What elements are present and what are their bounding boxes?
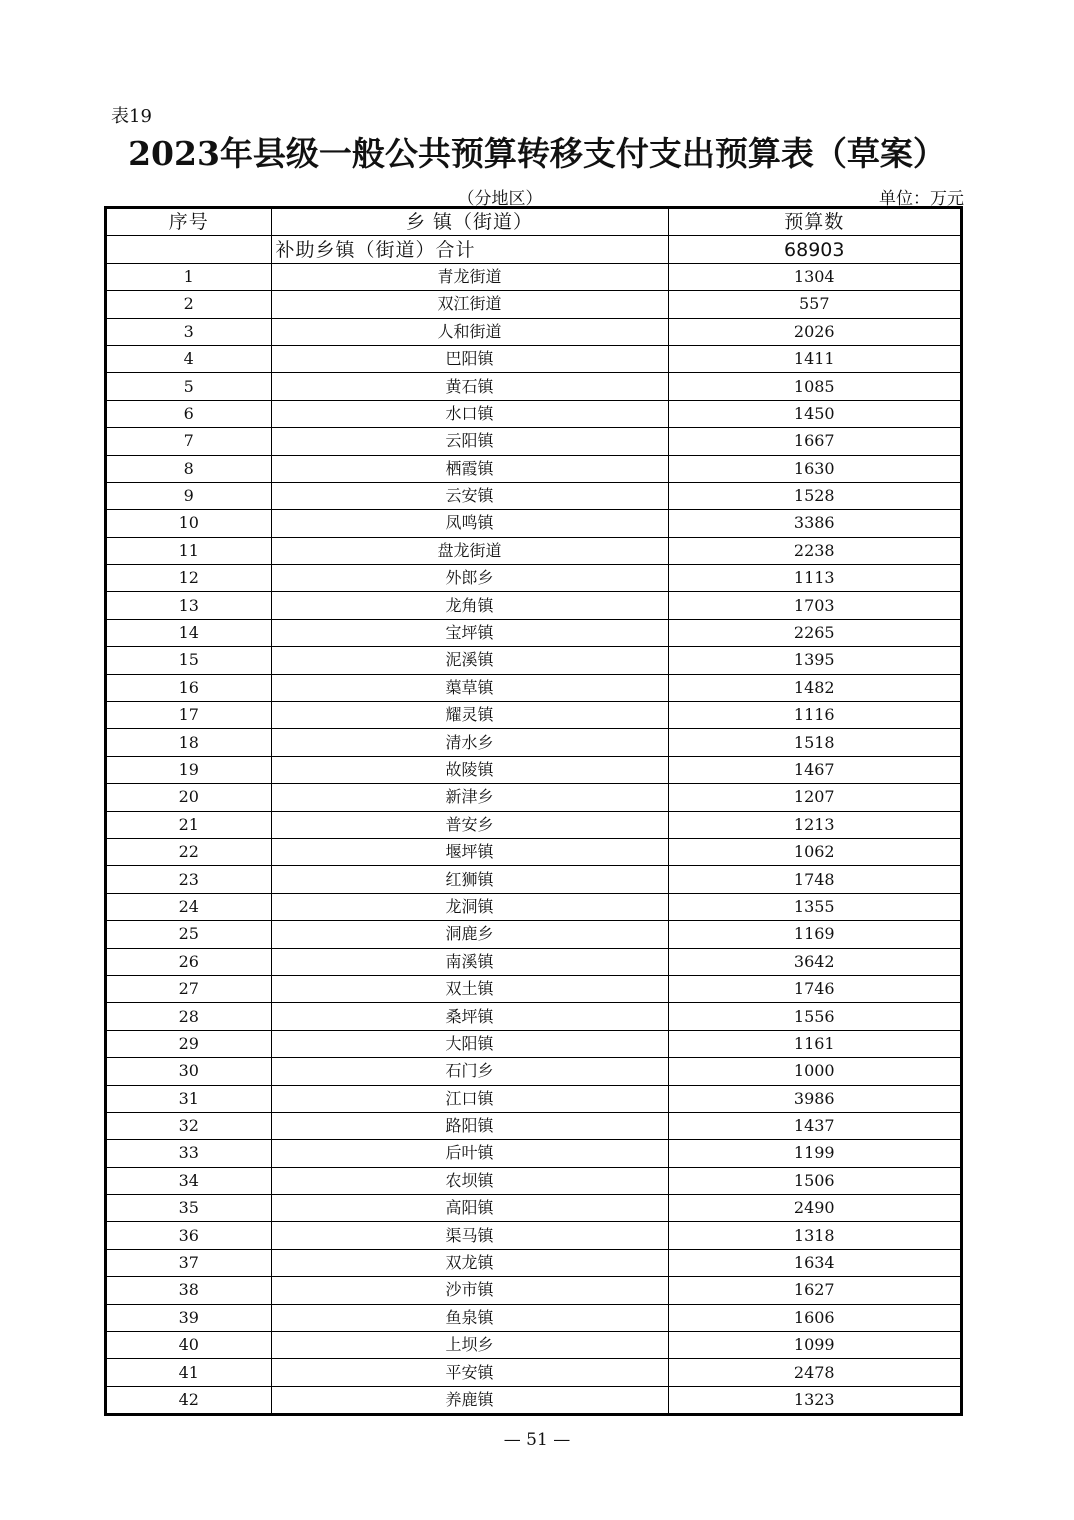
table-row — [107, 784, 960, 811]
row-index: 23 — [107, 866, 271, 893]
row-index: 9 — [107, 482, 271, 509]
table-row — [107, 318, 960, 345]
row-name: 沙市镇 — [271, 1277, 668, 1304]
row-index: 27 — [107, 975, 271, 1002]
row-index: 21 — [107, 811, 271, 838]
unit-label: 单位：万元 — [879, 189, 964, 209]
table-row — [107, 866, 960, 893]
row-amount: 1085 — [668, 373, 960, 400]
header-index: 序号 — [107, 209, 271, 236]
row-name: 水口镇 — [271, 400, 668, 427]
table-row — [107, 1277, 960, 1304]
table-row — [107, 756, 960, 783]
row-index: 33 — [107, 1140, 271, 1167]
table-row — [107, 428, 960, 455]
row-index: 4 — [107, 345, 271, 372]
row-name: 洞鹿乡 — [271, 921, 668, 948]
row-amount: 1748 — [668, 866, 960, 893]
table-row — [107, 893, 960, 920]
row-amount: 1411 — [668, 345, 960, 372]
row-amount: 1518 — [668, 729, 960, 756]
row-name: 后叶镇 — [271, 1140, 668, 1167]
row-amount: 1667 — [668, 428, 960, 455]
table-row — [107, 1140, 960, 1167]
table-body — [107, 209, 960, 1413]
budget-table — [104, 206, 963, 1416]
row-amount: 1099 — [668, 1332, 960, 1359]
row-name: 云安镇 — [271, 482, 668, 509]
row-name: 路阳镇 — [271, 1112, 668, 1139]
row-index: 3 — [107, 318, 271, 345]
row-amount: 1556 — [668, 1003, 960, 1030]
row-amount: 1000 — [668, 1058, 960, 1085]
table-row — [107, 291, 960, 318]
table-row — [107, 975, 960, 1002]
table-row — [107, 619, 960, 646]
row-name: 桑坪镇 — [271, 1003, 668, 1030]
table-row — [107, 811, 960, 838]
row-name: 南溪镇 — [271, 948, 668, 975]
table-row — [107, 1085, 960, 1112]
table-row — [107, 948, 960, 975]
table-row — [107, 455, 960, 482]
subtitle: （分地区） — [457, 189, 543, 209]
row-name: 新津乡 — [271, 784, 668, 811]
row-amount: 3986 — [668, 1085, 960, 1112]
row-index: 12 — [107, 565, 271, 592]
row-index: 37 — [107, 1249, 271, 1276]
row-index: 34 — [107, 1167, 271, 1194]
row-name: 故陵镇 — [271, 756, 668, 783]
row-index: 41 — [107, 1359, 271, 1386]
row-amount: 1113 — [668, 565, 960, 592]
table-row — [107, 1222, 960, 1249]
header-name: 乡 镇（街道） — [271, 209, 668, 236]
row-name: 龙角镇 — [271, 592, 668, 619]
row-amount: 1304 — [668, 263, 960, 290]
table-row — [107, 1003, 960, 1030]
row-amount: 1450 — [668, 400, 960, 427]
row-index: 18 — [107, 729, 271, 756]
row-amount: 1062 — [668, 838, 960, 865]
row-index: 17 — [107, 702, 271, 729]
table-row — [107, 1112, 960, 1139]
row-amount: 2490 — [668, 1195, 960, 1222]
row-amount: 1318 — [668, 1222, 960, 1249]
row-index: 22 — [107, 838, 271, 865]
table-row — [107, 537, 960, 564]
row-index: 15 — [107, 647, 271, 674]
table-row — [107, 1332, 960, 1359]
row-index: 36 — [107, 1222, 271, 1249]
row-amount: 2026 — [668, 318, 960, 345]
table-row — [107, 921, 960, 948]
row-name: 栖霞镇 — [271, 455, 668, 482]
total-value: 68903 — [668, 236, 960, 263]
row-index: 28 — [107, 1003, 271, 1030]
row-amount: 2265 — [668, 619, 960, 646]
row-name: 红狮镇 — [271, 866, 668, 893]
row-index: 11 — [107, 537, 271, 564]
row-name: 耀灵镇 — [271, 702, 668, 729]
row-name: 清水乡 — [271, 729, 668, 756]
row-amount: 2238 — [668, 537, 960, 564]
row-index: 31 — [107, 1085, 271, 1112]
row-name: 青龙街道 — [271, 263, 668, 290]
row-amount: 557 — [668, 291, 960, 318]
table-row — [107, 482, 960, 509]
row-index: 26 — [107, 948, 271, 975]
row-name: 养鹿镇 — [271, 1386, 668, 1413]
table-row — [107, 565, 960, 592]
row-name: 龙洞镇 — [271, 893, 668, 920]
row-amount: 1207 — [668, 784, 960, 811]
table-row — [107, 1167, 960, 1194]
row-index: 6 — [107, 400, 271, 427]
row-name: 人和街道 — [271, 318, 668, 345]
row-amount: 1627 — [668, 1277, 960, 1304]
row-name: 上坝乡 — [271, 1332, 668, 1359]
row-name: 大阳镇 — [271, 1030, 668, 1057]
table-row — [107, 263, 960, 290]
row-index: 24 — [107, 893, 271, 920]
table-row — [107, 647, 960, 674]
row-index: 30 — [107, 1058, 271, 1085]
row-name: 农坝镇 — [271, 1167, 668, 1194]
row-name: 云阳镇 — [271, 428, 668, 455]
row-index: 38 — [107, 1277, 271, 1304]
row-name: 凤鸣镇 — [271, 510, 668, 537]
row-amount: 1506 — [668, 1167, 960, 1194]
row-index: 35 — [107, 1195, 271, 1222]
row-index: 29 — [107, 1030, 271, 1057]
row-amount: 1213 — [668, 811, 960, 838]
row-name: 高阳镇 — [271, 1195, 668, 1222]
row-index: 5 — [107, 373, 271, 400]
row-amount: 1161 — [668, 1030, 960, 1057]
table-row — [107, 400, 960, 427]
table-row — [107, 592, 960, 619]
row-amount: 1703 — [668, 592, 960, 619]
row-index: 19 — [107, 756, 271, 783]
row-name: 渠马镇 — [271, 1222, 668, 1249]
row-amount: 2478 — [668, 1359, 960, 1386]
row-name: 外郎乡 — [271, 565, 668, 592]
table-row — [107, 1195, 960, 1222]
row-name: 平安镇 — [271, 1359, 668, 1386]
row-index: 14 — [107, 619, 271, 646]
table-row — [107, 1359, 960, 1386]
row-index: 42 — [107, 1386, 271, 1413]
table-row — [107, 1058, 960, 1085]
table-row — [107, 345, 960, 372]
row-index: 39 — [107, 1304, 271, 1331]
row-amount: 1169 — [668, 921, 960, 948]
row-index: 20 — [107, 784, 271, 811]
row-name: 江口镇 — [271, 1085, 668, 1112]
row-name: 蕖草镇 — [271, 674, 668, 701]
row-amount: 1634 — [668, 1249, 960, 1276]
row-index: 16 — [107, 674, 271, 701]
row-name: 黄石镇 — [271, 373, 668, 400]
table-row — [107, 1386, 960, 1413]
row-amount: 1482 — [668, 674, 960, 701]
total-label: 补助乡镇（街道）合计 — [271, 236, 668, 263]
row-amount: 1467 — [668, 756, 960, 783]
row-amount: 1323 — [668, 1386, 960, 1413]
row-amount: 1199 — [668, 1140, 960, 1167]
table-row — [107, 838, 960, 865]
row-index: 2 — [107, 291, 271, 318]
row-name: 巴阳镇 — [271, 345, 668, 372]
row-index: 25 — [107, 921, 271, 948]
row-amount: 1116 — [668, 702, 960, 729]
row-name: 双土镇 — [271, 975, 668, 1002]
table-row — [107, 729, 960, 756]
total-index — [107, 236, 271, 263]
page-title: 2023年县级一般公共预算转移支付支出预算表（草案） — [128, 134, 946, 173]
row-amount: 1355 — [668, 893, 960, 920]
table-row — [107, 1030, 960, 1057]
row-name: 鱼泉镇 — [271, 1304, 668, 1331]
row-name: 普安乡 — [271, 811, 668, 838]
row-name: 盘龙街道 — [271, 537, 668, 564]
table-header-row — [107, 209, 960, 236]
table-row — [107, 510, 960, 537]
row-index: 8 — [107, 455, 271, 482]
row-amount: 1395 — [668, 647, 960, 674]
row-amount: 3386 — [668, 510, 960, 537]
row-index: 13 — [107, 592, 271, 619]
row-name: 宝坪镇 — [271, 619, 668, 646]
row-index: 32 — [107, 1112, 271, 1139]
table-row — [107, 373, 960, 400]
row-index: 7 — [107, 428, 271, 455]
row-index: 10 — [107, 510, 271, 537]
row-name: 石门乡 — [271, 1058, 668, 1085]
row-amount: 1437 — [668, 1112, 960, 1139]
table-row — [107, 1249, 960, 1276]
header-amount: 预算数 — [668, 209, 960, 236]
table-row — [107, 1304, 960, 1331]
row-name: 堰坪镇 — [271, 838, 668, 865]
row-index: 1 — [107, 263, 271, 290]
row-name: 泥溪镇 — [271, 647, 668, 674]
row-name: 双江街道 — [271, 291, 668, 318]
row-amount: 1630 — [668, 455, 960, 482]
row-index: 40 — [107, 1332, 271, 1359]
page-number: — 51 — — [503, 1430, 571, 1450]
row-amount: 1746 — [668, 975, 960, 1002]
row-name: 双龙镇 — [271, 1249, 668, 1276]
row-amount: 3642 — [668, 948, 960, 975]
row-amount: 1528 — [668, 482, 960, 509]
table-row — [107, 674, 960, 701]
row-amount: 1606 — [668, 1304, 960, 1331]
table-number: 表19 — [111, 106, 152, 127]
table-row — [107, 702, 960, 729]
total-row — [107, 236, 960, 263]
